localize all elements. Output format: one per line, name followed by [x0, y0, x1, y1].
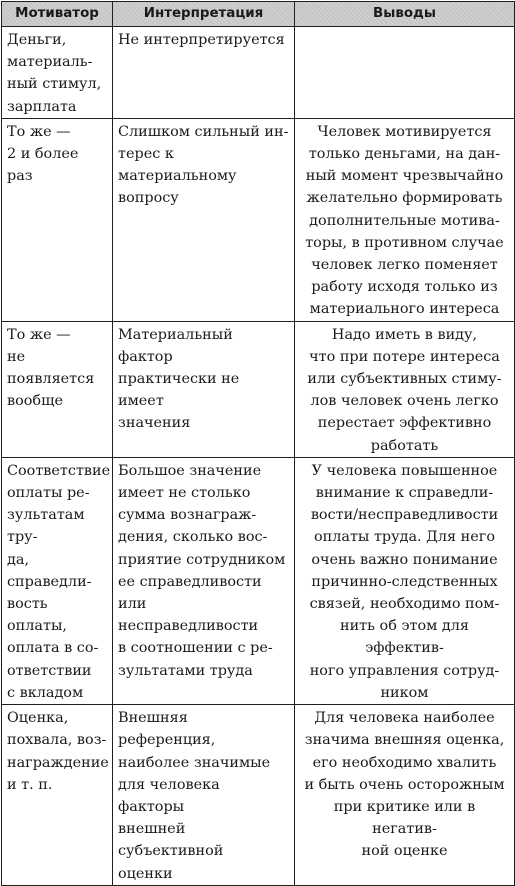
table-row	[2, 321, 515, 457]
motivator-cell: Деньги, материаль- ный стимул, зарплата	[2, 27, 113, 119]
interpretation-cell: Внешняя референция, наиболее значимые для человека факторы внешней субъективной оценки	[113, 705, 295, 886]
interpretation-cell: Большое значение имеет не столько сумма вознаграж- дения, сколько вос- приятие сотрудником ее справедливости или несправедливости в соотношении с ре- зультатами труда	[113, 457, 295, 704]
conclusion-cell: У человека повышенное внимание к справедли- вости/несправедливости оплаты труда. Для него очень важно понимание причинно-следственных связей, необходимо пом- нить об этом для эффектив- ного управления сотруд- ником	[295, 457, 515, 704]
table-row	[2, 118, 515, 321]
table-row	[2, 705, 515, 886]
conclusion-cell	[295, 27, 515, 119]
interpretation-cell: Слишком сильный ин- терес к материальному вопросу	[113, 118, 295, 321]
header-motivator: Мотиватор	[2, 2, 113, 27]
table-row	[2, 27, 515, 119]
motivator-cell: То же — не появляется вообще	[2, 321, 113, 457]
header-conclusions: Выводы	[295, 2, 515, 27]
header-interpretation: Интерпретация	[113, 2, 295, 27]
motivator-cell: Соответствие оплаты ре- зультатам тру- да, справедли- вость оплаты, оплата в со- ответствии с вкладом	[2, 457, 113, 704]
header-row	[2, 2, 515, 27]
motivator-cell: Оценка, похвала, воз- награждение и т. п.	[2, 705, 113, 886]
interpretation-cell: Не интерпретируется	[113, 27, 295, 119]
table-row	[2, 457, 515, 704]
motivator-cell: То же — 2 и более раз	[2, 118, 113, 321]
motivators-table	[1, 1, 515, 886]
conclusion-cell: Для человека наиболее значима внешняя оценка, его необходимо хвалить и быть очень осторожным при критике или в негатив- ной оценке	[295, 705, 515, 886]
conclusion-cell: Надо иметь в виду, что при потере интереса или субъективных стиму- лов человек очень легко перестает эффективно работать	[295, 321, 515, 457]
conclusion-cell: Человек мотивируется только деньгами, на дан- ный момент чрезвычайно желательно формировать дополнительные мотива- торы, в противном случае человек легко поменяет работу исходя только из материального интереса	[295, 118, 515, 321]
interpretation-cell: Материальный фактор практически не имеет значения	[113, 321, 295, 457]
